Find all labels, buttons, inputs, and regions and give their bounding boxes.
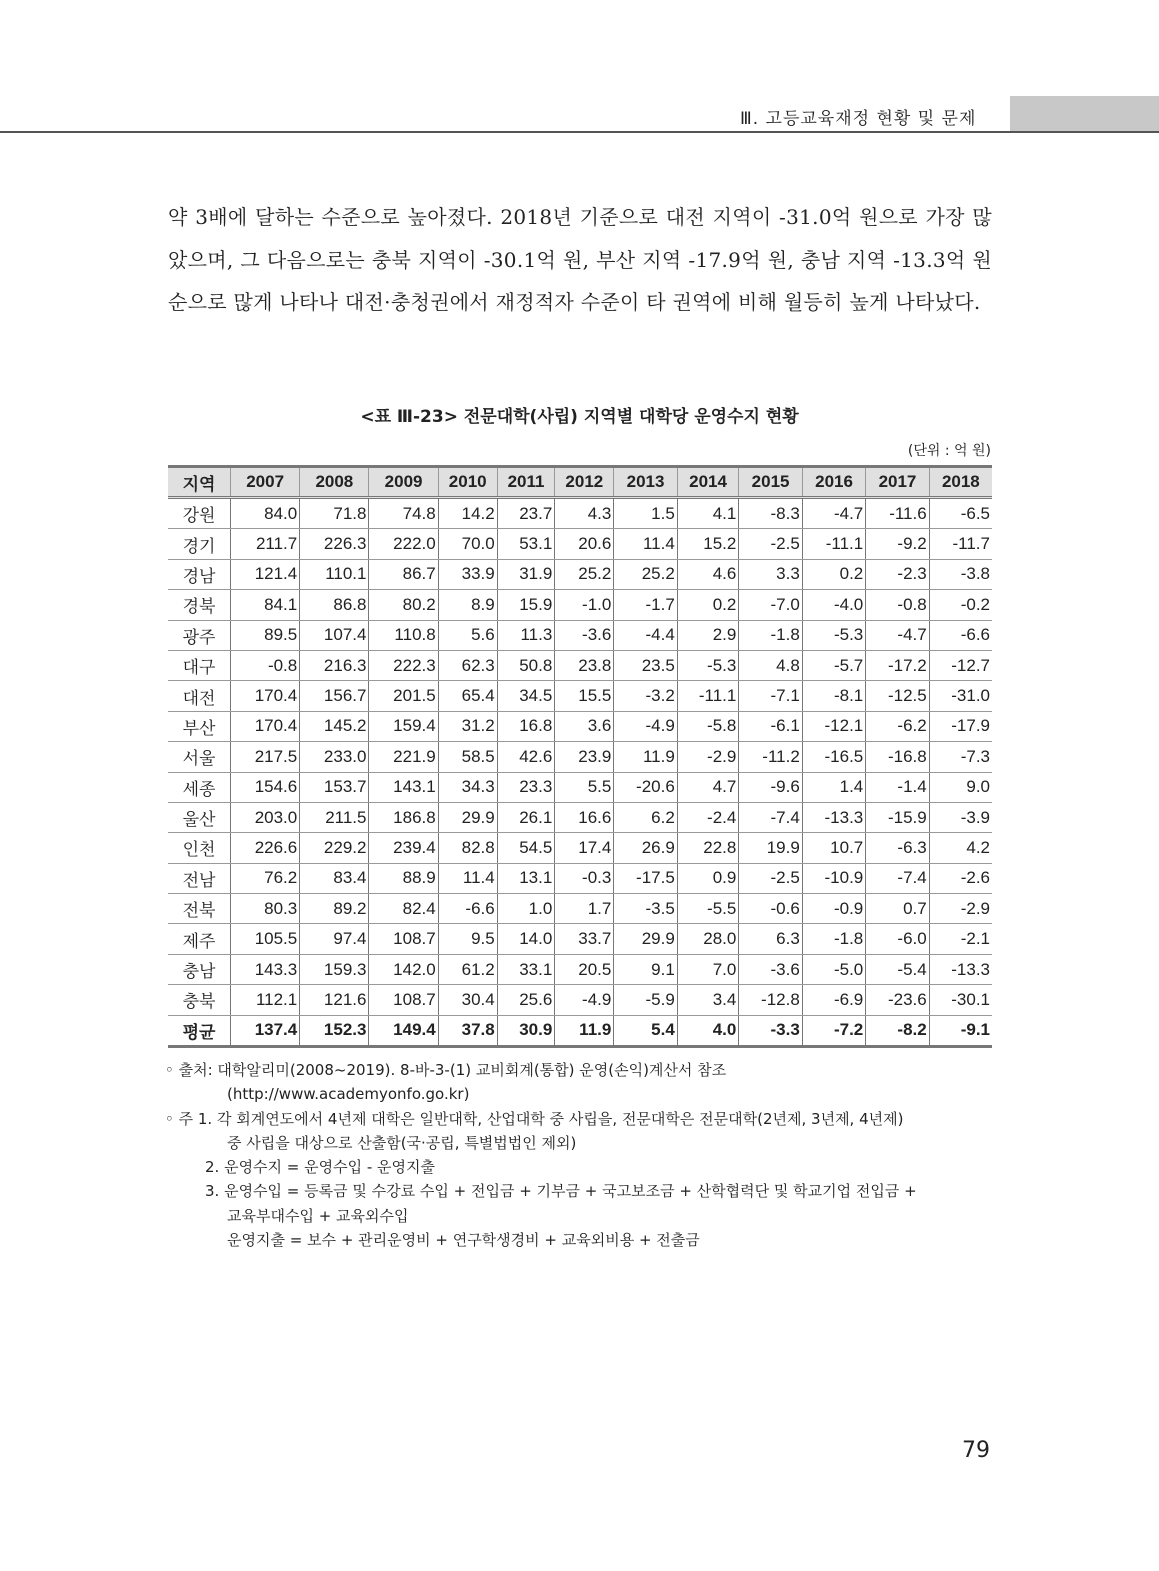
value-cell: 201.5 [369,681,438,711]
value-cell: 29.9 [438,802,497,832]
value-cell: 13.1 [497,863,555,893]
value-cell: 4.1 [677,498,739,529]
column-header-year: 2011 [497,467,555,498]
region-cell: 세종 [168,772,231,802]
value-cell: -5.9 [614,985,677,1015]
value-cell: -7.3 [929,742,992,772]
value-cell: 142.0 [369,954,438,984]
column-header-year: 2018 [929,467,992,498]
value-cell: 16.6 [555,802,614,832]
value-cell: 97.4 [300,924,369,954]
value-cell: 30.9 [497,1015,555,1046]
value-cell: 30.4 [438,985,497,1015]
value-cell: -11.1 [677,681,739,711]
value-cell: 149.4 [369,1015,438,1046]
value-cell: -5.3 [802,620,865,650]
value-cell: -5.3 [677,650,739,680]
value-cell: 211.7 [231,529,300,559]
value-cell: -5.5 [677,894,739,924]
value-cell: 16.8 [497,711,555,741]
value-cell: -3.9 [929,802,992,832]
page-number: 79 [962,1438,990,1463]
value-cell: 143.3 [231,954,300,984]
table-row [168,833,992,863]
source-note: ◦ 출처: 대학알리미(2008~2019). 8-바-3-(1) 교비회계(통합) 운영(손익)계산서 참조 [165,1061,727,1079]
value-cell: -17.9 [929,711,992,741]
chapter-header: Ⅲ. 고등교육재정 현황 및 문제 [740,109,977,129]
value-cell: -13.3 [802,802,865,832]
value-cell: -17.2 [866,650,929,680]
value-cell: 211.5 [300,802,369,832]
value-cell: 0.9 [677,863,739,893]
value-cell: 26.1 [497,802,555,832]
table-row [168,742,992,772]
value-cell: 23.9 [555,742,614,772]
value-cell: 0.2 [802,559,865,589]
value-cell: 11.9 [555,1015,614,1046]
region-cell: 평균 [168,1015,231,1046]
value-cell: 221.9 [369,742,438,772]
value-cell: 222.3 [369,650,438,680]
value-cell: 34.5 [497,681,555,711]
data-table [168,465,992,1048]
value-cell: 23.3 [497,772,555,802]
column-header-region: 지역 [168,467,231,498]
value-cell: 20.5 [555,954,614,984]
value-cell: -16.8 [866,742,929,772]
value-cell: 26.9 [614,833,677,863]
value-cell: 186.8 [369,802,438,832]
value-cell: -8.1 [802,681,865,711]
value-cell: 88.9 [369,863,438,893]
value-cell: 1.5 [614,498,677,529]
value-cell: -2.5 [739,529,802,559]
value-cell: -9.1 [929,1015,992,1046]
value-cell: -20.6 [614,772,677,802]
value-cell: -2.9 [677,742,739,772]
value-cell: -2.1 [929,924,992,954]
value-cell: 17.4 [555,833,614,863]
value-cell: 0.7 [866,894,929,924]
table-unit: (단위 : 억 원) [907,443,991,459]
value-cell: 31.2 [438,711,497,741]
value-cell: -0.8 [866,590,929,620]
value-cell: -2.5 [739,863,802,893]
value-cell: -3.5 [614,894,677,924]
value-cell: 11.9 [614,742,677,772]
value-cell: 4.3 [555,498,614,529]
region-cell: 인천 [168,833,231,863]
value-cell: 5.5 [555,772,614,802]
value-cell: -1.8 [739,620,802,650]
value-cell: 233.0 [300,742,369,772]
value-cell: 9.0 [929,772,992,802]
value-cell: -2.9 [929,894,992,924]
value-cell: 23.5 [614,650,677,680]
value-cell: 159.3 [300,954,369,984]
value-cell: 11.3 [497,620,555,650]
value-cell: 222.0 [369,529,438,559]
value-cell: -3.6 [739,954,802,984]
value-cell: 61.2 [438,954,497,984]
value-cell: -2.6 [929,863,992,893]
value-cell: -2.3 [866,559,929,589]
value-cell: -11.6 [866,498,929,529]
value-cell: 84.0 [231,498,300,529]
value-cell: 3.4 [677,985,739,1015]
column-header-year: 2016 [802,467,865,498]
value-cell: 170.4 [231,681,300,711]
column-header-year: 2009 [369,467,438,498]
value-cell: -7.0 [739,590,802,620]
table-row [168,802,992,832]
value-cell: 25.2 [614,559,677,589]
column-header-year: 2008 [300,467,369,498]
value-cell: 33.7 [555,924,614,954]
value-cell: 83.4 [300,863,369,893]
table-row [168,620,992,650]
table-row [168,529,992,559]
region-cell: 대구 [168,650,231,680]
value-cell: -11.1 [802,529,865,559]
value-cell: 159.4 [369,711,438,741]
value-cell: -17.5 [614,863,677,893]
value-cell: 14.2 [438,498,497,529]
value-cell: -6.6 [438,894,497,924]
value-cell: 23.8 [555,650,614,680]
region-cell: 부산 [168,711,231,741]
value-cell: -16.5 [802,742,865,772]
value-cell: -5.8 [677,711,739,741]
value-cell: 108.7 [369,924,438,954]
value-cell: -15.9 [866,802,929,832]
value-cell: 203.0 [231,802,300,832]
value-cell: 1.0 [497,894,555,924]
value-cell: 239.4 [369,833,438,863]
value-cell: 54.5 [497,833,555,863]
value-cell: 6.3 [739,924,802,954]
value-cell: 5.6 [438,620,497,650]
value-cell: 8.9 [438,590,497,620]
value-cell: -6.2 [866,711,929,741]
value-cell: 65.4 [438,681,497,711]
source-url: (http://www.academyonfo.go.kr) [227,1085,470,1104]
value-cell: 2.9 [677,620,739,650]
value-cell: 70.0 [438,529,497,559]
table-row [168,772,992,802]
value-cell: -23.6 [866,985,929,1015]
note-3-expense: 운영지출 = 보수 + 관리운영비 + 연구학생경비 + 교육외비용 + 전출금 [227,1231,700,1250]
value-cell: -8.2 [866,1015,929,1046]
value-cell: 226.6 [231,833,300,863]
value-cell: 110.8 [369,620,438,650]
note-3-cont: 교육부대수입 + 교육외수입 [227,1206,409,1225]
value-cell: 0.2 [677,590,739,620]
value-cell: 152.3 [300,1015,369,1046]
value-cell: -1.4 [866,772,929,802]
value-cell: 5.4 [614,1015,677,1046]
value-cell: 19.9 [739,833,802,863]
average-row [168,1015,992,1046]
value-cell: 10.7 [802,833,865,863]
value-cell: 170.4 [231,711,300,741]
value-cell: -10.9 [802,863,865,893]
value-cell: -7.2 [802,1015,865,1046]
value-cell: 86.7 [369,559,438,589]
value-cell: 76.2 [231,863,300,893]
value-cell: 42.6 [497,742,555,772]
value-cell: -6.9 [802,985,865,1015]
value-cell: 3.6 [555,711,614,741]
value-cell: 156.7 [300,681,369,711]
value-cell: 226.3 [300,529,369,559]
note-1: ◦ 주 1. 각 회계연도에서 4년제 대학은 일반대학, 산업대학 중 사립을, 전문대학은 전문대학(2년제, 3년제, 4년제) [165,1109,904,1128]
value-cell: 28.0 [677,924,739,954]
value-cell: 3.3 [739,559,802,589]
value-cell: 74.8 [369,498,438,529]
value-cell: 4.6 [677,559,739,589]
value-cell: 154.6 [231,772,300,802]
value-cell: 80.3 [231,894,300,924]
value-cell: -4.7 [866,620,929,650]
note-2: 2. 운영수지 = 운영수입 - 운영지출 [205,1158,436,1177]
value-cell: -11.2 [739,742,802,772]
value-cell: 4.8 [739,650,802,680]
value-cell: 89.2 [300,894,369,924]
value-cell: 62.3 [438,650,497,680]
region-cell: 충남 [168,954,231,984]
table-row [168,681,992,711]
body-paragraph: 약 3배에 달하는 수준으로 높아졌다. 2018년 기준으로 대전 지역이 -31.0억 원으로 가장 많았으며, 그 다음으로는 충북 지역이 -30.1억 원, 부산 지역 -17.9억 원, 충남 지역 -13.3억 원 순으로 많게 나타나 대전·충청권에서 재정적자 수준이 타 권역에 비해 월등히 높게 나타났다. [168,205,992,314]
value-cell: 33.9 [438,559,497,589]
value-cell: 112.1 [231,985,300,1015]
value-cell: 1.7 [555,894,614,924]
value-cell: -13.3 [929,954,992,984]
value-cell: 1.4 [802,772,865,802]
value-cell: 15.9 [497,590,555,620]
value-cell: 37.8 [438,1015,497,1046]
table-row [168,985,992,1015]
value-cell: 9.1 [614,954,677,984]
value-cell: 82.8 [438,833,497,863]
value-cell: 108.7 [369,985,438,1015]
value-cell: 71.8 [300,498,369,529]
value-cell: 143.1 [369,772,438,802]
value-cell: 15.2 [677,529,739,559]
value-cell: 137.4 [231,1015,300,1046]
value-cell: 4.0 [677,1015,739,1046]
column-header-year: 2012 [555,467,614,498]
value-cell: 33.1 [497,954,555,984]
value-cell: 145.2 [300,711,369,741]
value-cell: 20.6 [555,529,614,559]
value-cell: -0.2 [929,590,992,620]
table-row [168,924,992,954]
table-row [168,863,992,893]
value-cell: -7.4 [866,863,929,893]
value-cell: 105.5 [231,924,300,954]
table-row [168,650,992,680]
value-cell: 84.1 [231,590,300,620]
value-cell: 22.8 [677,833,739,863]
value-cell: 86.8 [300,590,369,620]
region-cell: 서울 [168,742,231,772]
value-cell: -4.9 [614,711,677,741]
value-cell: -4.4 [614,620,677,650]
table-row [168,711,992,741]
value-cell: -1.7 [614,590,677,620]
value-cell: -0.8 [231,650,300,680]
table-notes [165,1058,917,1252]
value-cell: -7.4 [739,802,802,832]
value-cell: 31.9 [497,559,555,589]
table-row [168,559,992,589]
value-cell: -3.2 [614,681,677,711]
value-cell: -4.9 [555,985,614,1015]
value-cell: 11.4 [438,863,497,893]
value-cell: -0.6 [739,894,802,924]
table-row [168,590,992,620]
value-cell: 4.2 [929,833,992,863]
value-cell: 15.5 [555,681,614,711]
value-cell: -12.8 [739,985,802,1015]
value-cell: -0.9 [802,894,865,924]
table-row [168,954,992,984]
table-header-row [168,467,992,498]
region-cell: 제주 [168,924,231,954]
header-rule [0,131,1159,133]
note-3: 3. 운영수입 = 등록금 및 수강료 수입 + 전입금 + 기부금 + 국고보조금 + 산학협력단 및 학교기업 전입금 + [205,1182,917,1201]
value-cell: -6.0 [866,924,929,954]
value-cell: -0.3 [555,863,614,893]
value-cell: 29.9 [614,924,677,954]
value-cell: 14.0 [497,924,555,954]
region-cell: 대전 [168,681,231,711]
value-cell: -9.6 [739,772,802,802]
value-cell: 6.2 [614,802,677,832]
table-row [168,498,992,529]
region-cell: 강원 [168,498,231,529]
value-cell: -5.7 [802,650,865,680]
column-header-year: 2014 [677,467,739,498]
value-cell: -6.3 [866,833,929,863]
value-cell: 229.2 [300,833,369,863]
value-cell: -6.6 [929,620,992,650]
region-cell: 경기 [168,529,231,559]
value-cell: 82.4 [369,894,438,924]
value-cell: -30.1 [929,985,992,1015]
region-cell: 경남 [168,559,231,589]
value-cell: -5.0 [802,954,865,984]
value-cell: -4.0 [802,590,865,620]
table-row [168,894,992,924]
column-header-year: 2017 [866,467,929,498]
value-cell: 9.5 [438,924,497,954]
value-cell: -12.5 [866,681,929,711]
column-header-year: 2010 [438,467,497,498]
value-cell: 121.4 [231,559,300,589]
value-cell: 11.4 [614,529,677,559]
note-1-cont: 중 사립을 대상으로 산출함(국·공립, 특별법법인 제외) [227,1133,577,1152]
value-cell: -12.7 [929,650,992,680]
value-cell: -3.3 [739,1015,802,1046]
value-cell: 216.3 [300,650,369,680]
value-cell: -9.2 [866,529,929,559]
value-cell: 80.2 [369,590,438,620]
value-cell: -31.0 [929,681,992,711]
value-cell: -8.3 [739,498,802,529]
value-cell: -11.7 [929,529,992,559]
column-header-year: 2013 [614,467,677,498]
value-cell: -12.1 [802,711,865,741]
region-cell: 전북 [168,894,231,924]
value-cell: 4.7 [677,772,739,802]
value-cell: 50.8 [497,650,555,680]
value-cell: 25.2 [555,559,614,589]
value-cell: 107.4 [300,620,369,650]
value-cell: -6.5 [929,498,992,529]
value-cell: 153.7 [300,772,369,802]
value-cell: -3.8 [929,559,992,589]
value-cell: 34.3 [438,772,497,802]
value-cell: 23.7 [497,498,555,529]
region-cell: 울산 [168,802,231,832]
column-header-year: 2007 [231,467,300,498]
value-cell: 217.5 [231,742,300,772]
value-cell: -4.7 [802,498,865,529]
value-cell: -1.8 [802,924,865,954]
region-cell: 광주 [168,620,231,650]
value-cell: -7.1 [739,681,802,711]
value-cell: -3.6 [555,620,614,650]
region-cell: 충북 [168,985,231,1015]
header-tab-block [1010,96,1159,132]
value-cell: 110.1 [300,559,369,589]
value-cell: -2.4 [677,802,739,832]
value-cell: 7.0 [677,954,739,984]
value-cell: 89.5 [231,620,300,650]
region-cell: 경북 [168,590,231,620]
column-header-year: 2015 [739,467,802,498]
value-cell: 25.6 [497,985,555,1015]
region-cell: 전남 [168,863,231,893]
value-cell: -5.4 [866,954,929,984]
value-cell: 58.5 [438,742,497,772]
value-cell: -1.0 [555,590,614,620]
table-title: <표 Ⅲ-23> 전문대학(사립) 지역별 대학당 운영수지 현황 [360,407,799,427]
value-cell: 121.6 [300,985,369,1015]
value-cell: -6.1 [739,711,802,741]
value-cell: 53.1 [497,529,555,559]
